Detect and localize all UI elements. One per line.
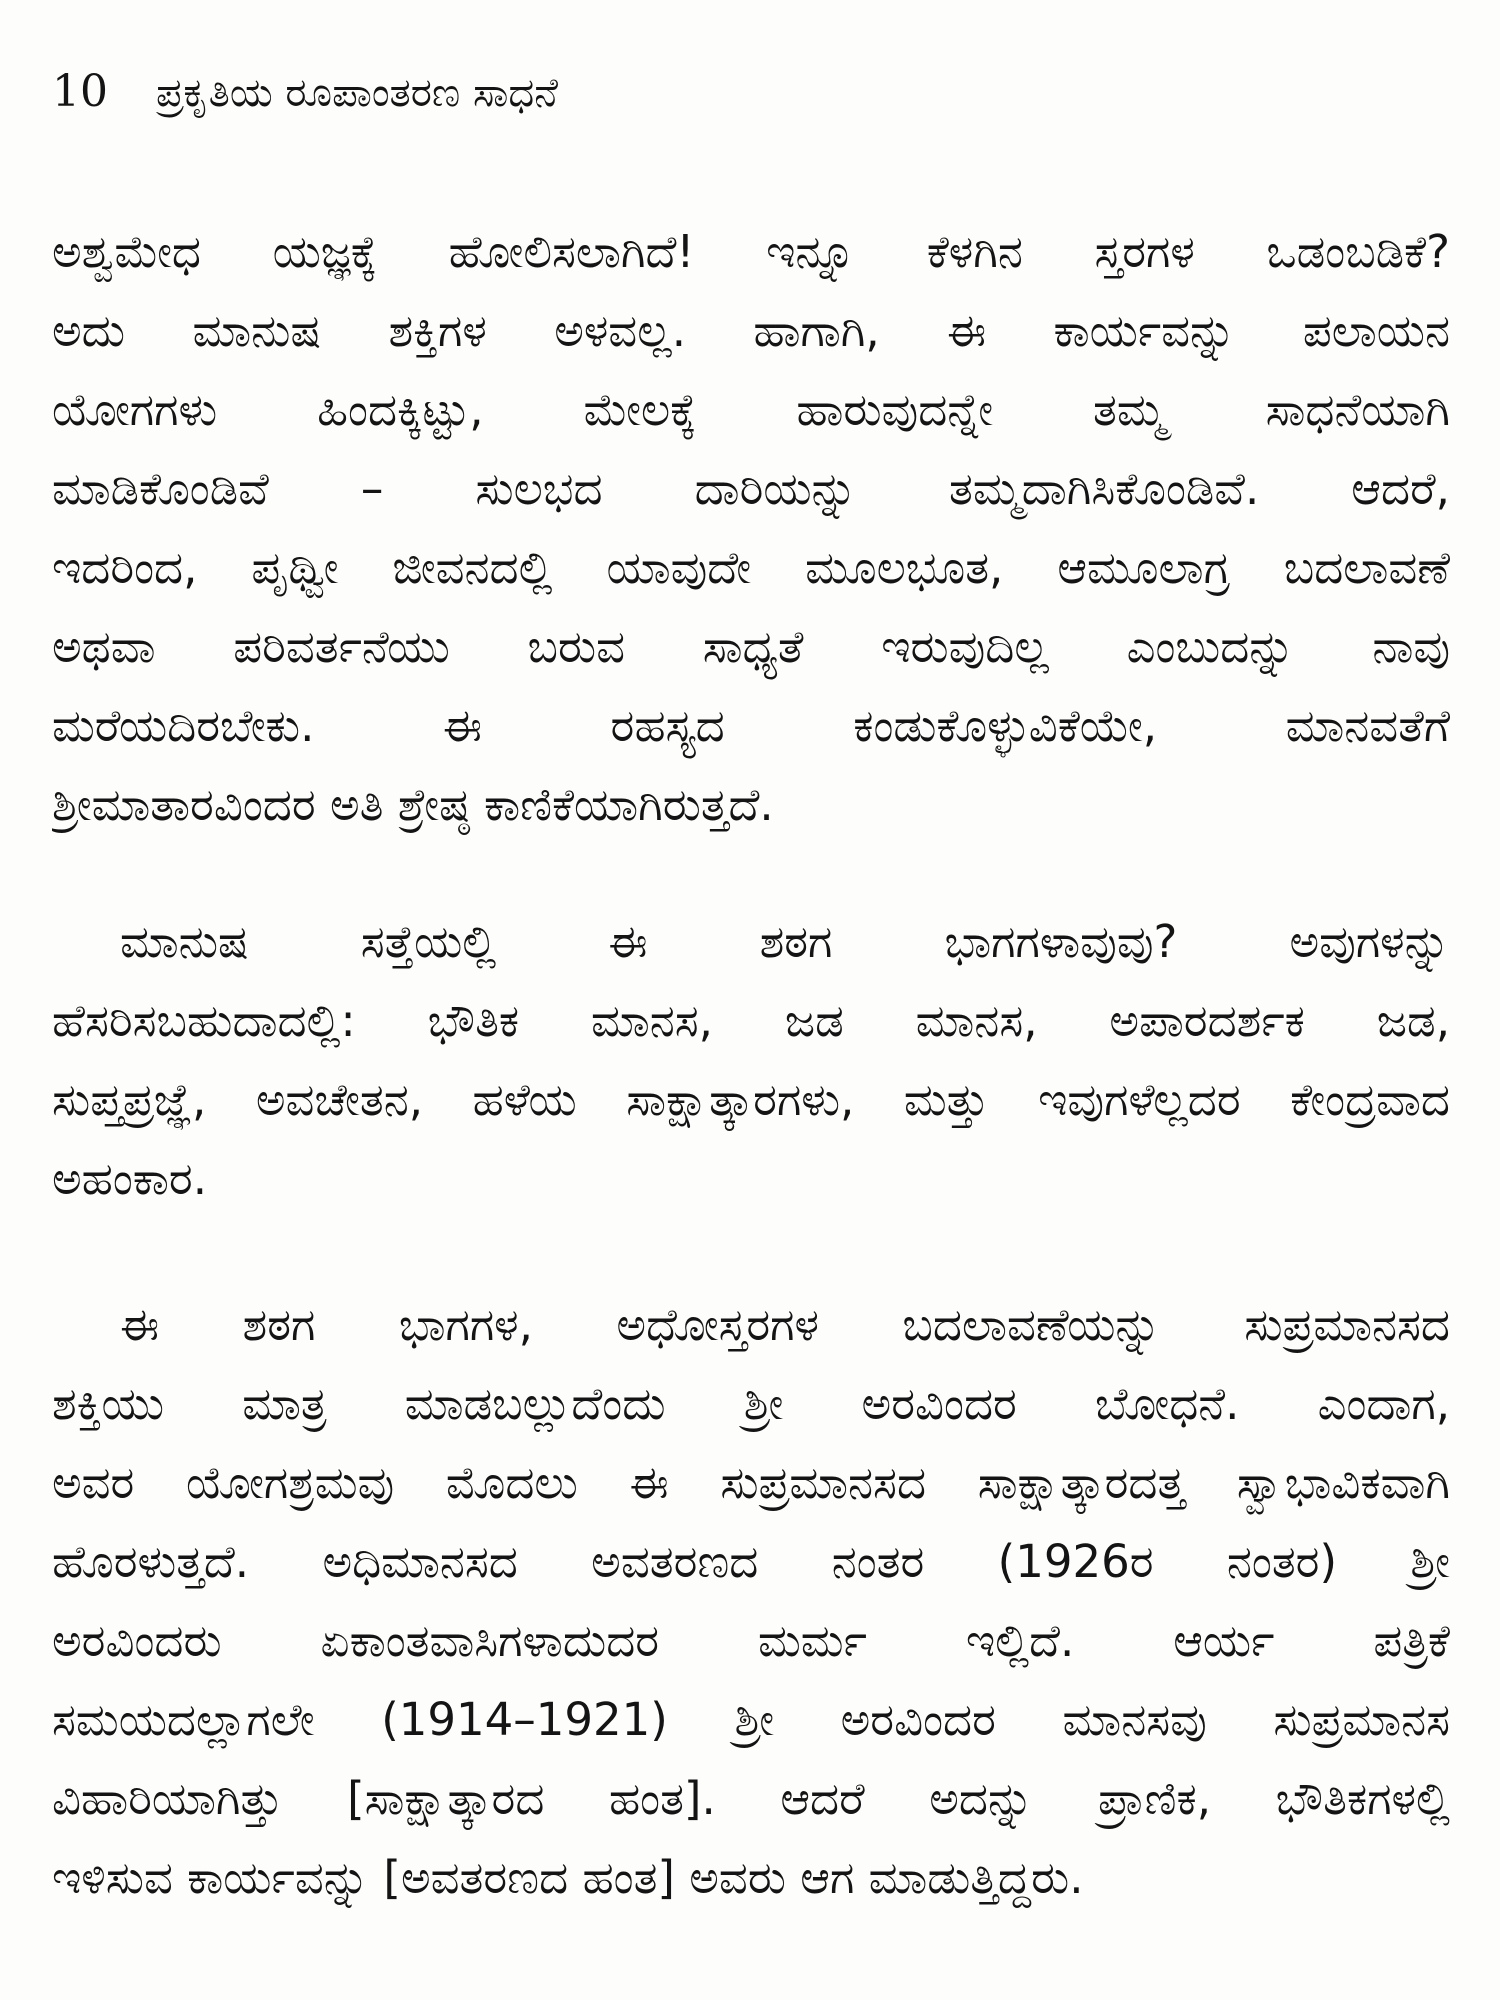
text-line: ಅಶ್ವಮೇಧ ಯಜ್ಞಕ್ಕೆ ಹೋಲಿಸಲಾಗಿದೆ! ಇನ್ನೂ ಕೆಳಗಿನ ಸ್ತರಗಳ ಒಡಂಬಡಿಕೆ? bbox=[52, 225, 1450, 278]
text-line: ಹೆಸರಿಸಬಹುದಾದಲ್ಲಿ: ಭೌತಿಕ ಮಾನಸ, ಜಡ ಮಾನಸ, ಅಪಾರದರ್ಶಕ ಜಡ, bbox=[52, 994, 1450, 1047]
text-line: ಇದರಿಂದ, ಪೃಥ್ವೀ ಜೀವನದಲ್ಲಿ ಯಾವುದೇ ಮೂಲಭೂತ, ಆಮೂಲಾಗ್ರ ಬದಲಾವಣೆ bbox=[52, 541, 1450, 594]
text-line: ಶ್ರೀಮಾತಾರವಿಂದರ ಅತಿ ಶ್ರೇಷ್ಠ ಕಾಣಿಕೆಯಾಗಿರುತ್ತದೆ. bbox=[52, 778, 774, 831]
text-line: ಅಥವಾ ಪರಿವರ್ತನೆಯು ಬರುವ ಸಾಧ್ಯತೆ ಇರುವುದಿಲ್ಲ ಎಂಬುದನ್ನು ನಾವು bbox=[52, 620, 1450, 673]
text-line: ಮಾನುಷ ಸತ್ತೆಯಲ್ಲಿ ಈ ಶಠಗ ಭಾಗಗಳಾವುವು? ಅವುಗಳನ್ನು bbox=[120, 915, 1450, 968]
paragraph-2 bbox=[52, 902, 1450, 1218]
text-line: ಮಾಡಿಕೊಂಡಿವೆ – ಸುಲಭದ ದಾರಿಯನ್ನು ತಮ್ಮದಾಗಿಸಿಕೊಂಡಿವೆ. ಆದರೆ, bbox=[52, 462, 1450, 515]
text-line: ಅರವಿಂದರು ಏಕಾಂತವಾಸಿಗಳಾದುದರ ಮರ್ಮ ಇಲ್ಲಿದೆ. ಆರ್ಯ ಪತ್ರಿಕೆ bbox=[52, 1614, 1450, 1667]
text-line: ಅವರ ಯೋಗಶ್ರಮವು ಮೊದಲು ಈ ಸುಪ್ರಮಾನಸದ ಸಾಕ್ಷಾತ್ಕಾರದತ್ತ ಸ್ವಾಭಾವಿಕವಾಗಿ bbox=[52, 1456, 1450, 1509]
page-header bbox=[52, 62, 558, 123]
text-line: ಇಳಿಸುವ ಕಾರ್ಯವನ್ನು [ಅವತರಣದ ಹಂತ] ಅವರು ಆಗ ಮಾಡುತ್ತಿದ್ದರು. bbox=[52, 1851, 1084, 1904]
text-line: ವಿಹಾರಿಯಾಗಿತ್ತು [ಸಾಕ್ಷಾತ್ಕಾರದ ಹಂತ]. ಆದರೆ ಅದನ್ನು ಪ್ರಾಣಿಕ, ಭೌತಿಕಗಳಲ್ಲಿ bbox=[52, 1772, 1450, 1825]
paragraph-1 bbox=[52, 212, 1450, 844]
text-line: ಯೋಗಗಳು ಹಿಂದಕ್ಕಿಟ್ಟು, ಮೇಲಕ್ಕೆ ಹಾರುವುದನ್ನೇ ತಮ್ಮ ಸಾಧನೆಯಾಗಿ bbox=[52, 383, 1450, 436]
text-line: ಸಮಯದಲ್ಲಾಗಲೇ (1914–1921) ಶ್ರೀ ಅರವಿಂದರ ಮಾನಸವು ಸುಪ್ರಮಾನಸ bbox=[52, 1693, 1450, 1746]
text-line: ಸುಪ್ತಪ್ರಜ್ಞೆ, ಅವಚೇತನ, ಹಳೆಯ ಸಾಕ್ಷಾತ್ಕಾರಗಳು, ಮತ್ತು ಇವುಗಳೆಲ್ಲದರ ಕೇಂದ್ರವಾದ bbox=[52, 1073, 1450, 1126]
text-line: ಅಹಂಕಾರ. bbox=[52, 1152, 208, 1205]
text-line: ಶಕ್ತಿಯು ಮಾತ್ರ ಮಾಡಬಲ್ಲುದೆಂದು ಶ್ರೀ ಅರವಿಂದರ ಬೋಧನೆ. ಎಂದಾಗ, bbox=[52, 1377, 1450, 1430]
page-number: 10 bbox=[52, 66, 108, 117]
text-line: ಮರೆಯದಿರಬೇಕು. ಈ ರಹಸ್ಯದ ಕಂಡುಕೊಳ್ಳುವಿಕೆಯೇ, ಮಾನವತೆಗೆ bbox=[52, 699, 1450, 752]
text-line: ಈ ಶಠಗ ಭಾಗಗಳ, ಅಧೋಸ್ತರಗಳ ಬದಲಾವಣೆಯನ್ನು ಸುಪ್ರಮಾನಸದ bbox=[120, 1298, 1450, 1351]
text-line: ಅದು ಮಾನುಷ ಶಕ್ತಿಗಳ ಅಳವಲ್ಲ. ಹಾಗಾಗಿ, ಈ ಕಾರ್ಯವನ್ನು ಪಲಾಯನ bbox=[52, 304, 1450, 357]
running-title: ಪ್ರಕೃತಿಯ ರೂಪಾಂತರಣ ಸಾಧನೆ bbox=[156, 70, 559, 116]
text-line: ಹೊರಳುತ್ತದೆ. ಅಧಿಮಾನಸದ ಅವತರಣದ ನಂತರ (1926ರ ನಂತರ) ಶ್ರೀ bbox=[52, 1535, 1450, 1588]
paragraph-3 bbox=[52, 1285, 1450, 1917]
